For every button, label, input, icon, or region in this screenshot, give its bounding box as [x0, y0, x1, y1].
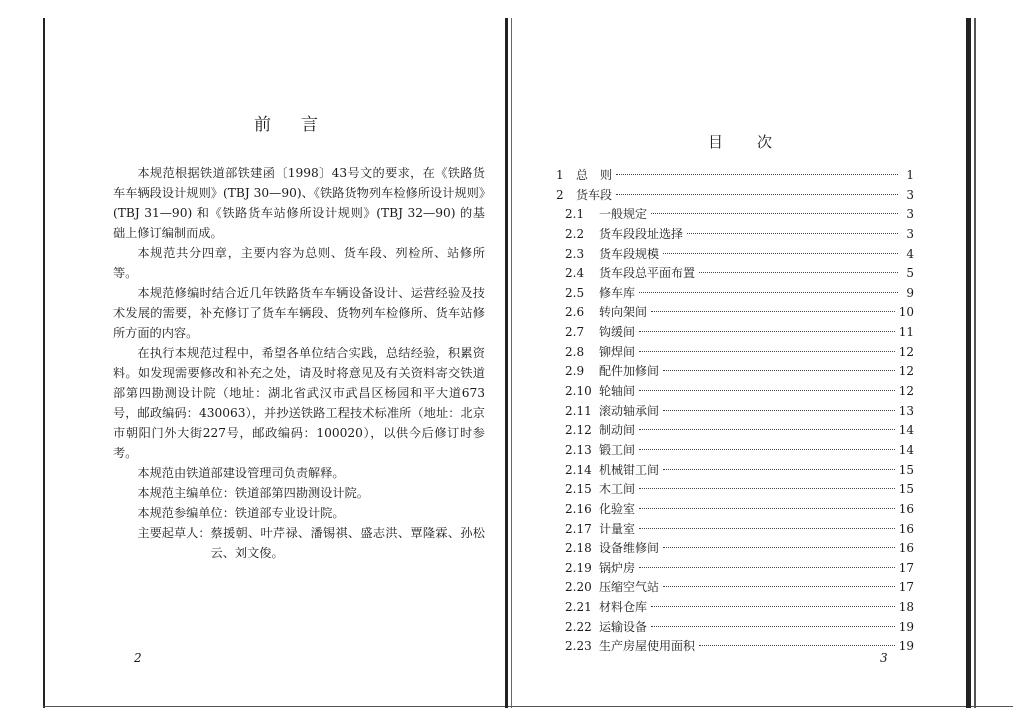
- toc-entry-label: 货车段规模: [599, 246, 660, 261]
- toc-entry[interactable]: [556, 343, 914, 363]
- toc-list: [556, 166, 914, 657]
- toc-entry-page: 3: [906, 207, 914, 222]
- toc-entry-label: 设备维修间: [599, 541, 660, 556]
- preface-paragraph-4: 在执行本规范过程中，希望各单位结合实践，总结经验，积累资料。如发现需要修改和补充之处，请及时将意见及有关资料寄交铁道部第四勘测设计院（地址：湖北省武汉市武昌区杨园和平大道673号，邮政编码：430063），并抄送铁路工程技术标准所（地址：北京市朝阳门外大街227号，邮政编码：100020），以供今后修订时参考。: [113, 346, 485, 460]
- toc-entry-page: 5: [906, 266, 914, 281]
- toc-entry-label: 修车库: [599, 285, 636, 300]
- toc-entry-page: 16: [898, 521, 914, 536]
- toc-entry-label: 运输设备: [599, 619, 648, 634]
- toc-entry-number: 2.19: [565, 560, 592, 575]
- toc-entry-label: 锅炉房: [599, 560, 636, 575]
- toc-entry-number: 2.4: [565, 266, 585, 281]
- toc-entry-label: 一般规定: [599, 207, 648, 222]
- toc-entry[interactable]: [556, 186, 914, 206]
- toc-leader-dots: [639, 390, 895, 391]
- drafters-names: 蔡援朝、叶芹禄、潘锡祺、盛志洪、覃隆霖、孙松云、刘文俊。: [210, 526, 485, 560]
- toc-entry-number: 2.18: [565, 541, 592, 556]
- toc-entry-label: 货车段总平面布置: [599, 266, 696, 281]
- toc-entry-number: 1: [556, 168, 564, 182]
- toc-entry-label: 转向架间: [599, 305, 648, 320]
- toc-entry[interactable]: [556, 284, 914, 304]
- preface-paragraph-2: 本规范共分四章，主要内容为总则、货车段、列检所、站修所等。: [113, 246, 485, 280]
- toc-entry-page: 13: [898, 403, 914, 418]
- toc-entry[interactable]: [556, 323, 914, 343]
- toc-leader-dots: [699, 272, 898, 273]
- toc-entry-number: 2.11: [565, 403, 592, 418]
- toc-entry[interactable]: [556, 598, 914, 618]
- toc-leader-dots: [663, 586, 895, 587]
- toc-leader-dots: [616, 194, 898, 195]
- toc-entry-label: 材料仓库: [599, 600, 648, 615]
- preface-paragraph-1: 本规范根据铁道部铁建函〔1998〕43号文的要求，在《铁路货车车辆段设计规则》(TBJ 30—90)、《铁路货物列车检修所设计规则》(TBJ 31—90) 和《铁路货车站修所设计规则》(TBJ 32—90) 的基础上修订编制而成。: [113, 166, 485, 240]
- toc-entry[interactable]: [556, 500, 914, 520]
- toc-entry-label: 滚动轴承间: [599, 403, 660, 418]
- toc-entry-page: 11: [898, 325, 914, 340]
- toc-leader-dots: [639, 429, 895, 430]
- toc-leader-dots: [639, 567, 895, 568]
- toc-entry-number: 2.9: [565, 364, 585, 379]
- toc-entry[interactable]: [556, 225, 914, 245]
- toc-entry-number: 2.20: [565, 580, 592, 595]
- toc-entry-number: 2.1: [565, 207, 585, 222]
- toc-leader-dots: [651, 606, 895, 607]
- co-editor-line: 本规范参编单位：铁道部专业设计院。: [137, 506, 345, 520]
- toc-entry-page: 10: [898, 305, 914, 320]
- toc-entry[interactable]: [556, 637, 914, 657]
- toc-entry-label: 轮轴间: [599, 384, 636, 399]
- toc-entry-number: 2.17: [565, 521, 592, 536]
- toc-entry[interactable]: [556, 382, 914, 402]
- preface-paragraph-3: 本规范修编时结合近几年铁路货车车辆设备设计、运营经验及技术发展的需要，补充修订了货车车辆段、货物列车检修所、货车站修所方面的内容。: [113, 286, 485, 340]
- toc-entry-page: 9: [906, 285, 914, 300]
- toc-entry[interactable]: [556, 578, 914, 598]
- toc-entry[interactable]: [556, 166, 914, 186]
- toc-leader-dots: [639, 508, 895, 509]
- toc-entry[interactable]: [556, 461, 914, 481]
- toc-leader-dots: [639, 331, 895, 332]
- toc-entry-label: 铆焊间: [599, 344, 636, 359]
- toc-entry[interactable]: [556, 539, 914, 559]
- toc-entry-page: 4: [906, 246, 914, 261]
- toc-entry-label: 总 则: [576, 168, 613, 182]
- toc-entry-number: 2.23: [565, 639, 592, 654]
- toc-entry-label: 计量室: [599, 521, 636, 536]
- toc-entry-label: 木工间: [599, 482, 636, 497]
- toc-entry[interactable]: [556, 480, 914, 500]
- toc-entry-page: 12: [898, 344, 914, 359]
- toc-entry[interactable]: [556, 559, 914, 579]
- toc-leader-dots: [663, 253, 898, 254]
- toc-leader-dots: [639, 449, 895, 450]
- toc-entry-label: 生产房屋使用面积: [599, 639, 696, 654]
- toc-entry-number: 2.21: [565, 600, 592, 615]
- preface-body: [113, 163, 485, 563]
- toc-leader-dots: [639, 488, 895, 489]
- toc-entry-number: 2.14: [565, 462, 592, 477]
- toc-entry-number: 2.12: [565, 423, 592, 438]
- toc-entry-page: 18: [898, 600, 914, 615]
- page-number-right: 3: [880, 651, 888, 665]
- toc-entry-number: 2.13: [565, 442, 592, 457]
- toc-entry-number: 2.16: [565, 501, 592, 516]
- toc-entry-page: 3: [906, 226, 914, 241]
- toc-leader-dots: [651, 213, 898, 214]
- preface-title: 前言: [254, 115, 348, 135]
- toc-leader-dots: [639, 528, 895, 529]
- toc-leader-dots: [663, 370, 895, 371]
- toc-leader-dots: [616, 174, 898, 175]
- toc-page: [512, 0, 1024, 724]
- toc-entry-label: 化验室: [599, 501, 636, 516]
- toc-entry-number: 2.3: [565, 246, 585, 261]
- toc-entry-number: 2.7: [565, 325, 585, 340]
- drafters-label: 主要起草人：: [137, 526, 211, 540]
- toc-entry-page: 19: [898, 639, 914, 654]
- toc-entry-page: 12: [898, 384, 914, 399]
- toc-entry-label: 货车段段址选择: [599, 226, 684, 241]
- toc-entry[interactable]: [556, 618, 914, 638]
- toc-entry[interactable]: [556, 362, 914, 382]
- toc-entry-number: 2.8: [565, 344, 585, 359]
- toc-entry-page: 16: [898, 541, 914, 556]
- toc-entry[interactable]: [556, 441, 914, 461]
- toc-entry-number: 2.22: [565, 619, 592, 634]
- toc-entry[interactable]: [556, 205, 914, 225]
- toc-entry-number: 2.10: [565, 384, 592, 399]
- toc-entry-page: 15: [898, 482, 914, 497]
- toc-entry-label: 机械钳工间: [599, 462, 660, 477]
- toc-entry-number: 2.5: [565, 285, 585, 300]
- toc-leader-dots: [651, 311, 895, 312]
- toc-entry-label: 锻工间: [599, 442, 636, 457]
- toc-entry-label: 钩缓间: [599, 325, 636, 340]
- toc-leader-dots: [663, 410, 895, 411]
- toc-entry-number: 2.6: [565, 305, 585, 320]
- toc-entry[interactable]: [556, 245, 914, 265]
- toc-leader-dots: [699, 645, 895, 646]
- toc-entry-number: 2.2: [565, 226, 585, 241]
- toc-leader-dots: [639, 351, 895, 352]
- interpretation-line: 本规范由铁道部建设管理司负责解释。: [137, 466, 345, 480]
- toc-leader-dots: [663, 547, 895, 548]
- toc-entry-page: 3: [906, 187, 914, 202]
- toc-entry-page: 1: [906, 168, 914, 182]
- toc-leader-dots: [687, 233, 898, 234]
- toc-entry[interactable]: [556, 421, 914, 441]
- toc-entry-page: 19: [898, 619, 914, 634]
- toc-entry[interactable]: [556, 402, 914, 422]
- toc-leader-dots: [639, 292, 898, 293]
- toc-leader-dots: [663, 469, 895, 470]
- toc-entry[interactable]: [556, 264, 914, 284]
- toc-entry[interactable]: [556, 520, 914, 540]
- page-number-left: 2: [134, 651, 142, 665]
- toc-entry[interactable]: [556, 303, 914, 323]
- chief-editor-line: 本规范主编单位：铁道部第四勘测设计院。: [137, 486, 369, 500]
- toc-entry-page: 17: [898, 560, 914, 575]
- drafters-line: [113, 523, 485, 563]
- toc-entry-page: 14: [898, 442, 914, 457]
- toc-entry-label: 制动间: [599, 423, 636, 438]
- toc-entry-number: 2.15: [565, 482, 592, 497]
- toc-entry-page: 14: [898, 423, 914, 438]
- toc-entry-page: 16: [898, 501, 914, 516]
- toc-entry-label: 压缩空气站: [599, 580, 660, 595]
- toc-entry-page: 15: [898, 462, 914, 477]
- toc-title: 目次: [708, 133, 807, 151]
- toc-entry-number: 2: [556, 187, 564, 202]
- toc-entry-label: 货车段: [576, 187, 613, 202]
- toc-entry-page: 17: [898, 580, 914, 595]
- toc-entry-label: 配件加修间: [599, 364, 660, 379]
- toc-leader-dots: [651, 626, 895, 627]
- toc-entry-page: 12: [898, 364, 914, 379]
